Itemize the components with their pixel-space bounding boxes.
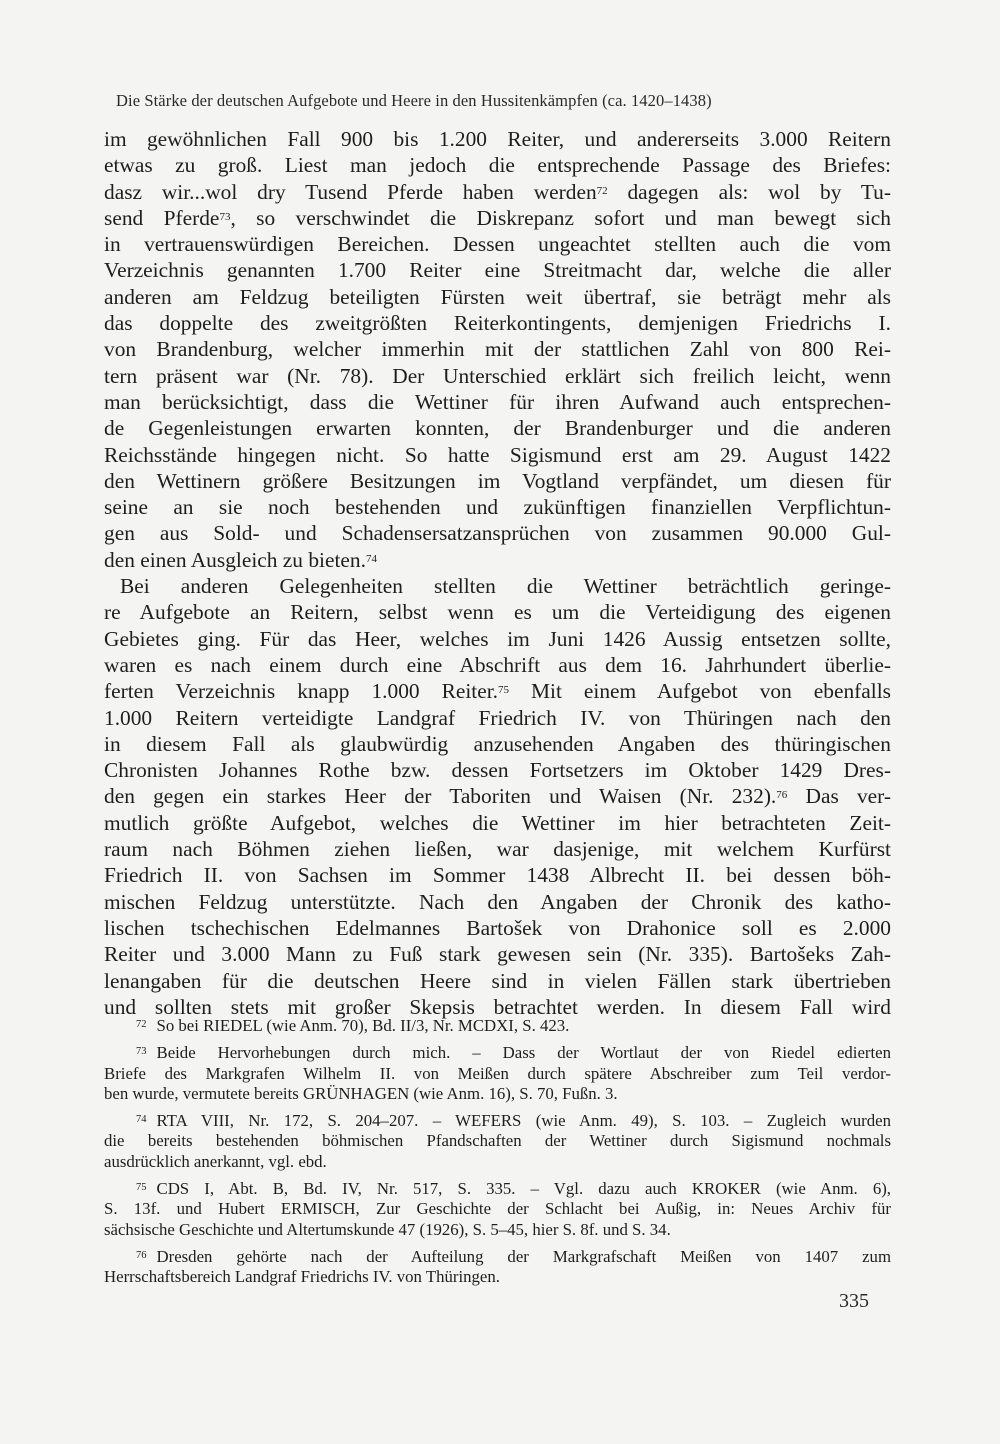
body-line (104, 336, 891, 362)
body-line-text: seine an sie noch bestehenden und zukünftigen finanziellen Verpflichtun- (104, 495, 891, 520)
footnote (104, 1247, 891, 1288)
body-line-text: Das ver- (787, 784, 891, 809)
footnote-text: RTA VIII, Nr. 172, S. 204–207. – WEFERS (wie Anm. 49), S. 103. – Zugleich wurden (156, 1111, 891, 1131)
footnote-reference: 75 (498, 684, 510, 697)
footnote-number: 75 (136, 1182, 147, 1194)
body-line (104, 257, 891, 283)
body-line (104, 678, 891, 704)
body-line (104, 363, 891, 389)
footnote (104, 1016, 891, 1036)
footnote-text: Briefe des Markgrafen Wilhelm II. von Meißen durch spätere Abschreiber zum Teil verdor- (104, 1063, 891, 1083)
body-line-text: re Aufgebote an Reitern, selbst wenn es um die Verteidigung des eigenen (104, 600, 891, 625)
footnote-text: sächsische Geschichte und Altertumskunde 47 (1926), S. 5–45, hier S. 8f. und S. 34. (104, 1219, 671, 1239)
body-line-text: und sollten stets mit großer Skepsis betrachtet werden. In diesem Fall wird (104, 994, 891, 1019)
body-line (104, 468, 891, 494)
body-line-text: ferten Verzeichnis knapp 1.000 Reiter. (104, 679, 499, 704)
body-line (104, 968, 891, 994)
footnote-text: S. 13f. und Hubert ERMISCH, Zur Geschichte der Schlacht bei Außig, in: Neues Archiv für (104, 1199, 891, 1219)
body-line-text: de Gegenleistungen erwarten konnten, der Brandenburger und die anderen (104, 416, 891, 441)
footnote-reference: 72 (596, 184, 608, 197)
body-line (104, 179, 891, 205)
footnote-reference: 76 (776, 789, 788, 802)
body-line (104, 415, 891, 441)
body-line-text: Chronisten Johannes Rothe bzw. dessen Fortsetzers im Oktober 1429 Dres- (104, 758, 891, 783)
footnote-reference: 73 (219, 210, 231, 223)
body-line-text: dagegen als: wol by Tu- (607, 179, 891, 204)
body-line-text: gen aus Sold- und Schadensersatzansprüchen von zusammen 90.000 Gul- (104, 521, 891, 546)
body-line (104, 310, 891, 336)
body-line-text: man berücksichtigt, dass die Wettiner für ihren Aufwand auch entsprechen- (104, 389, 891, 414)
footnote-line (104, 1111, 891, 1131)
body-line-text: anderen am Feldzug beteiligten Fürsten weit übertraf, sie beträgt mehr als (104, 284, 891, 309)
body-line (104, 705, 891, 731)
body-text (104, 126, 891, 1020)
footnote-line (104, 1267, 891, 1287)
body-line-text: den gegen ein starkes Heer der Taboriten und Waisen (Nr. 232). (104, 784, 777, 809)
body-line (104, 152, 891, 178)
body-line-text: mutlich größte Aufgebot, welches die Wettiner im hier betrachteten Zeit- (104, 810, 891, 835)
footnote-line (104, 1199, 891, 1219)
running-head: Die Stärke der deutschen Aufgebote und Heere in den Hussitenkämpfen (ca. 1420–1438) (116, 91, 712, 110)
body-line-text: den einen Ausgleich zu bieten. (104, 547, 366, 572)
body-line (104, 442, 891, 468)
body-line (104, 783, 891, 809)
body-line-text: waren es nach einem durch eine Abschrift aus dem 16. Jahrhundert überlie- (104, 652, 891, 677)
body-line (104, 547, 891, 573)
body-line-text: 1.000 Reitern verteidigte Landgraf Friedrich IV. von Thüringen nach den (104, 705, 891, 730)
footnote-number: 76 (136, 1249, 147, 1261)
footnote-line (104, 1152, 891, 1172)
footnote-text: Dresden gehörte nach der Aufteilung der Markgrafschaft Meißen von 1407 zum (156, 1246, 891, 1266)
body-line (104, 205, 891, 231)
body-line-text: das doppelte des zweitgrößten Reiterkontingents, demjenigen Friedrichs I. (104, 311, 891, 336)
body-line (104, 231, 891, 257)
body-line (104, 757, 891, 783)
body-line-text: send Pferde (104, 205, 220, 230)
footnotes (104, 1016, 891, 1295)
body-line (104, 573, 891, 599)
body-line (104, 941, 891, 967)
body-line (104, 126, 891, 152)
body-line-text: dasz wir...wol dry Tusend Pferde haben werden (104, 179, 597, 204)
footnote-number: 72 (136, 1019, 147, 1030)
body-line-text: lenangaben für die deutschen Heere sind in vielen Fällen stark übertrieben (104, 968, 891, 993)
body-line (104, 731, 891, 757)
body-line (104, 810, 891, 836)
page-number: 335 (839, 1290, 869, 1312)
body-line-text: lischen tschechischen Edelmannes Bartošek von Drahonice soll es 2.000 (104, 915, 891, 940)
body-line-text: Verzeichnis genannten 1.700 Reiter eine Streitmacht dar, welche die aller (104, 258, 891, 283)
footnote-text: ben wurde, vermutete bereits GRÜNHAGEN (wie Anm. 16), S. 70, Fußn. 3. (104, 1083, 618, 1103)
footnote (104, 1111, 891, 1172)
body-line-text: von Brandenburg, welcher immerhin mit der stattlichen Zahl von 800 Rei- (104, 337, 891, 362)
footnote-line (104, 1016, 891, 1036)
body-line (104, 915, 891, 941)
body-line-text: im gewöhnlichen Fall 900 bis 1.200 Reiter, und andererseits 3.000 Reitern (104, 127, 891, 151)
footnote-line (104, 1179, 891, 1199)
body-line-text: in diesem Fall als glaubwürdig anzusehenden Angaben des thüringischen (104, 731, 891, 756)
footnote-line (104, 1084, 891, 1104)
body-line-text: Gebietes ging. Für das Heer, welches im Juni 1426 Aussig entsetzen sollte, (104, 626, 891, 651)
body-line-text: Bei anderen Gelegenheiten stellten die Wettiner beträchtlich geringe- (120, 574, 891, 599)
body-line (104, 494, 891, 520)
footnote-text: Beide Hervorhebungen durch mich. – Dass der Wortlaut der von Riedel edierten (156, 1043, 891, 1063)
body-line (104, 836, 891, 862)
footnote-text: CDS I, Abt. B, Bd. IV, Nr. 517, S. 335. – Vgl. dazu auch KROKER (wie Anm. 6), (156, 1179, 891, 1199)
footnote (104, 1179, 891, 1240)
body-line-text: tern präsent war (Nr. 78). Der Unterschied erklärt sich freilich leicht, wenn (104, 363, 891, 388)
footnote-line (104, 1220, 891, 1240)
body-line (104, 652, 891, 678)
body-line (104, 520, 891, 546)
footnote-line (104, 1043, 891, 1063)
body-line-text: mischen Feldzug unterstützte. Nach den Angaben der Chronik des katho- (104, 889, 891, 914)
body-line (104, 862, 891, 888)
body-line (104, 626, 891, 652)
body-line (104, 599, 891, 625)
footnote-number: 73 (136, 1046, 147, 1058)
body-line-text: etwas zu groß. Liest man jedoch die entsprechende Passage des Briefes: (104, 153, 891, 178)
body-line-text: Friedrich II. von Sachsen im Sommer 1438 Albrecht II. bei dessen böh- (104, 863, 891, 888)
body-line (104, 889, 891, 915)
footnote-number: 74 (136, 1114, 147, 1126)
body-line-text: in vertrauenswürdigen Bereichen. Dessen ungeachtet stellten auch die vom (104, 232, 891, 257)
footnote-line (104, 1064, 891, 1084)
body-line-text: raum nach Böhmen ziehen ließen, war dasjenige, mit welchem Kurfürst (104, 837, 891, 862)
body-line-text: Reichsstände hingegen nicht. So hatte Sigismund erst am 29. August 1422 (104, 442, 891, 467)
footnote (104, 1043, 891, 1104)
body-line-text: , so verschwindet die Diskrepanz sofort und man bewegt sich (230, 205, 891, 230)
body-line (104, 284, 891, 310)
body-line-text: Mit einem Aufgebot von ebenfalls (509, 679, 891, 704)
footnote-line (104, 1247, 891, 1267)
body-line (104, 389, 891, 415)
footnote-text: ausdrücklich anerkannt, vgl. ebd. (104, 1151, 327, 1171)
footnote-text: So bei RIEDEL (wie Anm. 70), Bd. II/3, Nr. MCDXI, S. 423. (156, 1016, 570, 1035)
body-line-text: Reiter und 3.000 Mann zu Fuß stark gewesen sein (Nr. 335). Bartošeks Zah- (104, 942, 891, 967)
footnote-text: Herrschaftsbereich Landgraf Friedrichs IV. von Thüringen. (104, 1267, 500, 1287)
body-line-text: den Wettinern größere Besitzungen im Vogtland verpfändet, um diesen für (104, 468, 891, 493)
footnote-text: die bereits bestehenden böhmischen Pfandschaften der Wettiner durch Sigismund nochmals (104, 1131, 891, 1151)
footnote-reference: 74 (365, 552, 377, 565)
footnote-line (104, 1131, 891, 1151)
